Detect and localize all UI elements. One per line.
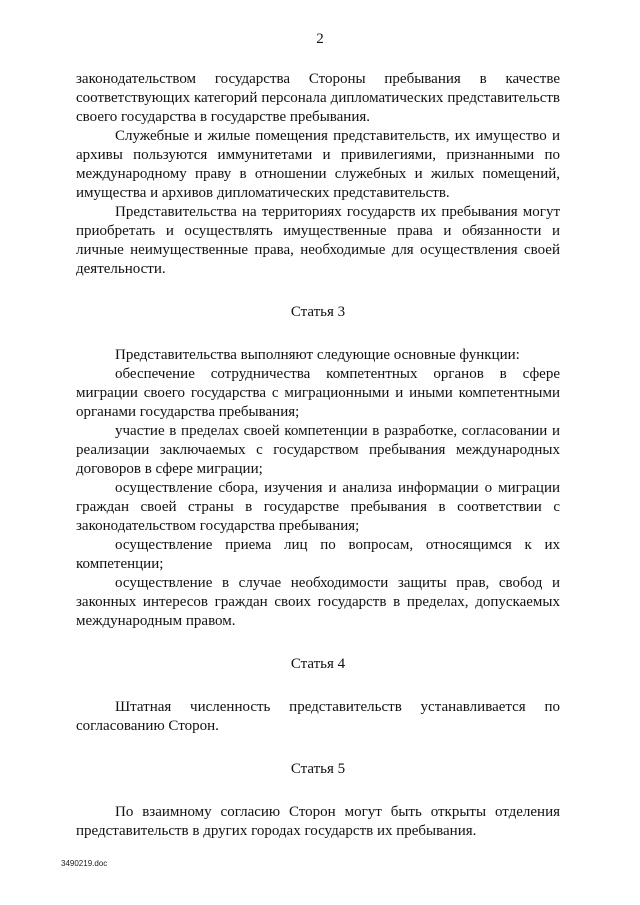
article-4-heading: Статья 4: [290, 656, 346, 672]
paragraph: Представительства на территориях государств их пребывания могут приобретать и осуществлять имущественные права и обязанности и личные неимущественные права, необходимые для осуществления своей деятельности.: [76, 204, 560, 277]
paragraph: осуществление сбора, изучения и анализа информации о миграции граждан своей страны в государстве пребывания в соответствии с законодательством государства пребывания;: [76, 480, 560, 534]
paragraph: осуществление в случае необходимости защиты прав, свобод и законных интересов граждан своих государств в пределах, допускаемых международным правом.: [76, 575, 560, 629]
document-body: [76, 70, 560, 841]
paragraph: законодательством государства Стороны пребывания в качестве соответствующих категорий персонала дипломатических представительств своего государства в государстве пребывания.: [76, 71, 560, 125]
paragraph: Представительства выполняют следующие основные функции:: [115, 347, 520, 363]
paragraph: По взаимному согласию Сторон могут быть открыты отделения представительств в других городах государств их пребывания.: [76, 804, 560, 839]
paragraph: участие в пределах своей компетенции в разработке, согласовании и реализации заключаемых с государством пребывания международных договоров в сфере миграции;: [76, 423, 560, 477]
article-5-heading: Статья 5: [290, 761, 346, 777]
article-3-heading: Статья 3: [290, 304, 346, 320]
paragraph: Штатная численность представительств устанавливается по согласованию Сторон.: [76, 699, 560, 734]
paragraph: осуществление приема лиц по вопросам, относящимся к их компетенции;: [76, 537, 560, 572]
paragraph: обеспечение сотрудничества компетентных органов в сфере миграции своего государства с миграционными и иными компетентными органами государства пребывания;: [76, 366, 560, 420]
page-number: 2: [316, 31, 324, 47]
file-name-footer: 3490219.doc: [61, 859, 108, 868]
paragraph: Служебные и жилые помещения представительств, их имущество и архивы пользуются иммунитетами и привилегиями, признанными по международному праву в отношении служебных и жилых помещений, имущества и архивов дипломатических представительств.: [76, 128, 560, 201]
